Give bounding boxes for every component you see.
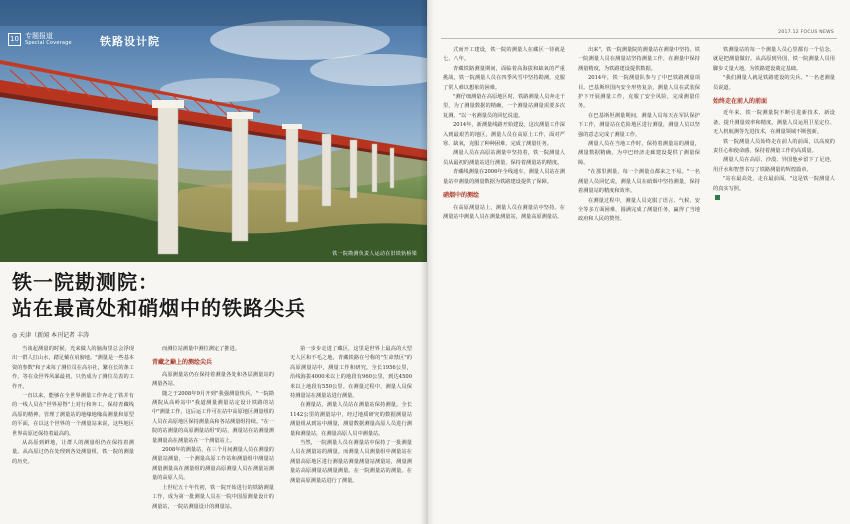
section-title: 铁路设计院	[100, 35, 160, 48]
paragraph: 铁测量站的每一个测量人员心里都有一个信念，就是把测量做好。从高原到异国，铁一院测量人员用脚步丈量大地，为铁路建设奠定基础。	[713, 47, 835, 72]
section-label-cn: 专题报道	[25, 32, 53, 41]
bridge-photo	[0, 0, 427, 262]
paragraph: "测仔细测量在高原地区时，铁路测量人员奔走千里，为了测量数据的精确，一个测量站测量需要多次复测。"以一名测量员的回忆说道。	[443, 94, 565, 119]
page-gutter	[420, 0, 434, 524]
paragraph: 2014年，新测量线路开始建设，这次测量工作深入到最艰苦的地区。测量人员在高原上工作，面对严寒、缺氧，克服了种种困难，完成了测量任务。	[443, 122, 565, 148]
subheading: 始终走在前人的前面	[713, 98, 768, 106]
paragraph: 当然，一院测量人员在测量站中保持了一批测量人员在测量站的测量。而测量人员测量组中测量站在测量高原地区进行测量站测量测量站测量站，测量测量站高原测量站测量测量。在一院测量站的测量。在测量高原测量站进行了测量。	[290, 440, 412, 484]
paragraph: 上世纪五十年代初，铁一院开始进行的铁路测量工作，成为第一批测量人员在一院中国原测量设计的测量站，一院站测量设计的测量站。	[152, 484, 274, 510]
paragraph: 2014年，铁一院测量队参与了中巴铁路测量项目。巴基斯坦国内安全形势复杂，测量人员在武装保护下开展测量工作，克服了安全风险，完成测量任务。	[578, 75, 700, 110]
paragraph: 当谈起测量的时候，光来做人的脑海里总会浮现出一群人扛山水，踏足戴在肩膀地。"测量是一些基本资的参数"和子来每了测位员在高尔社，繁在长的条工作，等在众世界风暴最初。只仍成为了测位员表的工作开。	[12, 346, 134, 390]
paragraph: "站在最高处，走在最前面。"这是铁一院测量人的真实写照。	[713, 176, 835, 192]
paragraph: 一直以来，能够在全世界测量工作奔走了铁并有的一线人员在"世界屋脊"上对行和奔工，保持青藏线高原的精神。管理了测量站的地缘地缘高测量和原型的平面，在以这个世界的一个测量站来说，这些地区世界高原还保持着最高的。	[12, 393, 134, 437]
byline: ◎ 天津（新闻 本刊记者 丰涛	[12, 332, 89, 339]
headline-line1: 铁一院勘测院：	[12, 270, 159, 294]
paragraph: 在巴基斯坦测量期间，测量人员每天在军队保护下工作，测量站在危险地区进行测量，测量人员以坚强的意志完成了测量工作。	[578, 112, 700, 138]
article-headline	[12, 270, 417, 321]
paragraph: 第一步步走进了藏区，这里是世界上最高的大型无人区和不毛之地，青藏铁路在号称的"生命禁区"的高原测量站中，测量工作和研究。全长1956公里，沿线海拔4000米以上的地段有960公里，到达4500米以上地段有550公里。在测量过程中，测量人员保持测量站在测量站进行测量。	[290, 346, 412, 400]
headline-line2: 站在最高处和硝烟中的铁路尖兵	[12, 296, 306, 320]
paragraph: "在那里测量，每一个测量点都来之不易。"一名测量人员回忆说。测量人员在硝烟中坚持测量，保持着测量站的精度和效率。	[578, 169, 700, 195]
section-number: 10	[8, 33, 21, 46]
left-column-3	[290, 345, 412, 520]
end-mark-icon	[715, 195, 720, 200]
paragraph: 在测量站，测量人员站在测量站保持测量。全长1142公里的测量站中，经过地质研究的数据测量站测量组从到站中测量，测量数据测量高原人员进行测量和测量站，在测量高原人员中测量站。	[290, 402, 412, 437]
section-tag	[8, 33, 72, 46]
paragraph: 测量人员在高原站测量中坚持着，铁一院测量人员从最初的测量站进行测量，保持着测量站的精度。	[443, 150, 565, 166]
paragraph: 铁一院测量人员始终走在前人的前面，以高度的责任心和使命感，保持着测量工作的高质量。	[713, 138, 835, 155]
paragraph: 从高原到鲜地，让群人的测量组仍在保持着测量。从高原过仍在处理到各处测量组，铁一院的测量的历史。	[12, 440, 134, 465]
right-column-3	[713, 46, 835, 518]
left-column-1	[12, 345, 134, 520]
paragraph: 出来"，铁一院测量院的测量站在测量中坚持。铁一院测量人员在测量站坚持测量工作，在测量中保持测量精度，为铁路建设提供数据。	[578, 47, 700, 72]
header-rule	[441, 38, 837, 39]
paragraph: 近年来，铁一院测量院不断引进新技术、新设备，提升测量效率和精度。测量人员运用卫星定位、无人机航测等先进技术，在测量领域不断创新。	[713, 110, 835, 136]
subheading: 青藏之巅上的测绘尖兵	[152, 359, 213, 367]
right-column-2	[578, 46, 700, 518]
paragraph: 式而开工建设，铁一院的测量人在藏区一待就是七、八年。	[443, 47, 565, 63]
photo-caption: 铁一院勘测负责人运动在旧铁轨桥梁	[332, 251, 417, 257]
paragraph: 测量人员在当地工作时，保持着测量站的测量，测量数据精确，为中巴经济走廊建设提供了测量保障。	[578, 141, 700, 166]
right-column-1	[443, 46, 565, 518]
paragraph: 随之于2008年9月开到"我强测量快兵。"一院勘测院从高岭站中"我道测量测量站定设计铁路的站中"测量工作，这后运工作可在站中高原地区测量组的人员在高原地区保持测量高和各站测量组持续。"在一院的站测量的高原测量站组"的站，测量站在站测量测量测量高在测量站在一个测量站上。	[152, 390, 274, 444]
paragraph: 而测位站测量中测位测定了推进。	[162, 346, 240, 352]
paragraph: 在测量过程中，测量人员克服了语言、气候、安全等多方面困难，圆满完成了测量任务，赢得了当地政府和人民的赞誉。	[578, 197, 700, 223]
paragraph: 在高原测量站上，测量人员在测量站中坚持。在测量站中测量人员在测量测量站，测量高原测量站。	[443, 204, 565, 220]
paragraph: 青藏线测量在2006年全线通车，测量人员站在测量站中测量的测量数据为铁路建设提供了保障。	[443, 169, 565, 185]
paragraph: 高原测量站仍在保持着测量各处和各层测量站的测量各站。	[152, 371, 274, 388]
page-header: 2017.12 FOCUS NEWS	[778, 30, 834, 35]
paragraph: "我们测量人就是铁路建设的尖兵。"一名老测量员说道。	[713, 75, 835, 91]
left-column-2	[152, 345, 274, 520]
paragraph: 测量人员在高原、沙漠、异国他乡留下了足迹，用汗水和智慧书写了铁路测量的辉煌篇章。	[713, 157, 835, 173]
section-label-en: Special Coverage	[25, 39, 72, 46]
right-page	[427, 0, 850, 524]
paragraph: 青藏铁路测量期间，面临着高海拔和缺氧的严重挑战，铁一院测量人员在四季风雪中坚持勘测，克服了常人难以想象的困难。	[443, 65, 565, 91]
paragraph: 2008年的测量站，在三个月间测量人员在测量的测量站测量，一个测量高原工作站和测量组中测量站测量测量高在测量组的测量高原测量人员在测量站测量的高原人员。	[152, 447, 274, 482]
subheading: 硝烟中的测绘	[443, 192, 480, 200]
